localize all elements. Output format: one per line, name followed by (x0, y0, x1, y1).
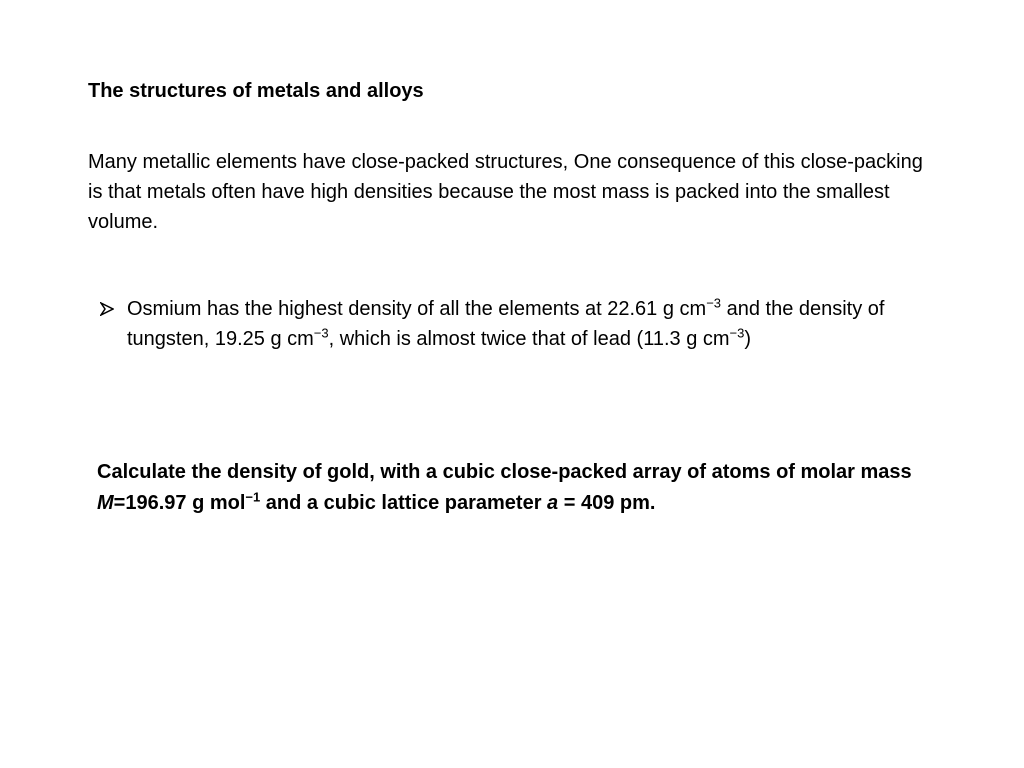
intro-paragraph: Many metallic elements have close-packed structures, One consequence of this close-packing is that metals often have high densities because the most mass is packed into the smallest volume. (88, 151, 923, 233)
question-text-part-3: and a cubic lattice parameter (260, 492, 548, 514)
bullet-text (127, 294, 930, 354)
question-paragraph (97, 457, 947, 519)
slide-title: The structures of metals and alloys (88, 80, 424, 102)
lattice-parameter-symbol: a (547, 492, 559, 514)
bullet-text-part-3: , which is almost twice that of lead (11.3 g cm (328, 328, 730, 350)
arrowhead-bullet-icon (100, 302, 114, 316)
question-text-part-4: = 409 pm. (558, 492, 656, 514)
bullet-text-part-1: Osmium has the highest density of all the elements at 22.61 g cm (127, 298, 707, 320)
bullet-text-part-2: and the density of tungsten, 19.25 g cm (127, 298, 885, 350)
bullet-text-part-4: ) (744, 328, 752, 350)
bullet-item (100, 294, 930, 354)
bullet-exponent-1: −3 (706, 295, 722, 311)
bullet-exponent-3: −3 (729, 325, 745, 341)
bullet-exponent-2: −3 (313, 325, 329, 341)
question-text-part-1: Calculate the density of gold, with a cubic close-packed array of atoms of molar mass (97, 461, 912, 483)
molar-mass-symbol: M (97, 492, 114, 514)
question-exponent: −1 (245, 489, 261, 505)
question-text-part-2: =196.97 g mol (113, 492, 246, 514)
